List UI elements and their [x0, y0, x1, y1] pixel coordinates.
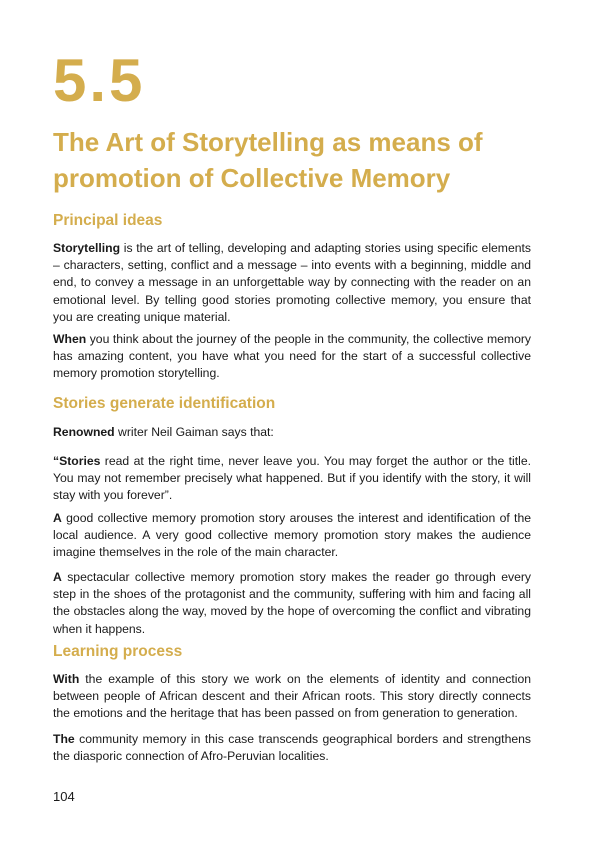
chapter-title: The Art of Storytelling as means of promotion of Collective Memory	[53, 127, 483, 193]
paragraph-lead: With	[53, 672, 80, 686]
paragraph-lead: A	[53, 570, 62, 584]
paragraph-community-memory	[53, 731, 531, 765]
paragraph-lead: Storytelling	[53, 241, 121, 255]
paragraph-gaiman-intro	[53, 424, 531, 441]
paragraph-lead: When	[53, 332, 87, 346]
paragraph-lead: “Stories	[53, 454, 101, 468]
paragraph-lead: The	[53, 732, 75, 746]
heading-principal-ideas: Principal ideas	[53, 212, 163, 229]
paragraph-text: the example of this story we work on the elements of identity and connection between people of African descent and their African roots. This story directly connects the emotions and the heritage that has been passed on from generation to generation.	[53, 672, 531, 721]
section-number: 5.5	[53, 47, 146, 114]
paragraph-text: writer Neil Gaiman says that:	[114, 425, 274, 439]
paragraph-lead: Renowned	[53, 425, 115, 439]
paragraph-journey	[53, 331, 531, 383]
paragraph-good-story	[53, 510, 531, 562]
paragraph-text: read at the right time, never leave you. You may forget the author or the title. You may not remember precisely what happened. But if you identify with the story, it will stay with you forever”.	[53, 454, 531, 503]
paragraph-text: you think about the journey of the people in the community, the collective memory has amazing content, you have what you need for the start of a successful collective memory promotion storytelling.	[53, 332, 531, 381]
page-number: 104	[53, 789, 75, 804]
paragraph-example	[53, 671, 531, 723]
paragraph-text: community memory in this case transcends geographical borders and strengthens the diasporic connection of Afro-Peruvian localities.	[53, 732, 531, 764]
paragraph-storytelling	[53, 240, 531, 326]
paragraph-text: is the art of telling, developing and adapting stories using specific elements – characters, setting, conflict and a message – into events with a beginning, middle and end, to convey a message in an unforgettable way by connecting with the reader on an emotional level. By telling good stories promoting collective memory, you ensure that you are creating unique material.	[53, 241, 531, 324]
heading-identification: Stories generate identification	[53, 395, 276, 412]
paragraph-spectacular-story	[53, 569, 531, 638]
paragraph-text: spectacular collective memory promotion story makes the reader go through every step in the shoes of the protagonist and the community, suffering with him and facing all the obstacles along the way, moved by the hope of overcoming the conflict and vibrating when it happens.	[53, 570, 531, 636]
paragraph-gaiman-quote	[53, 453, 531, 505]
heading-learning-process: Learning process	[53, 643, 183, 660]
paragraph-lead: A	[53, 511, 62, 525]
paragraph-text: good collective memory promotion story arouses the interest and identification of the local audience. A very good collective memory promotion story makes the audience imagine themselves in the role of the main character.	[53, 511, 531, 560]
